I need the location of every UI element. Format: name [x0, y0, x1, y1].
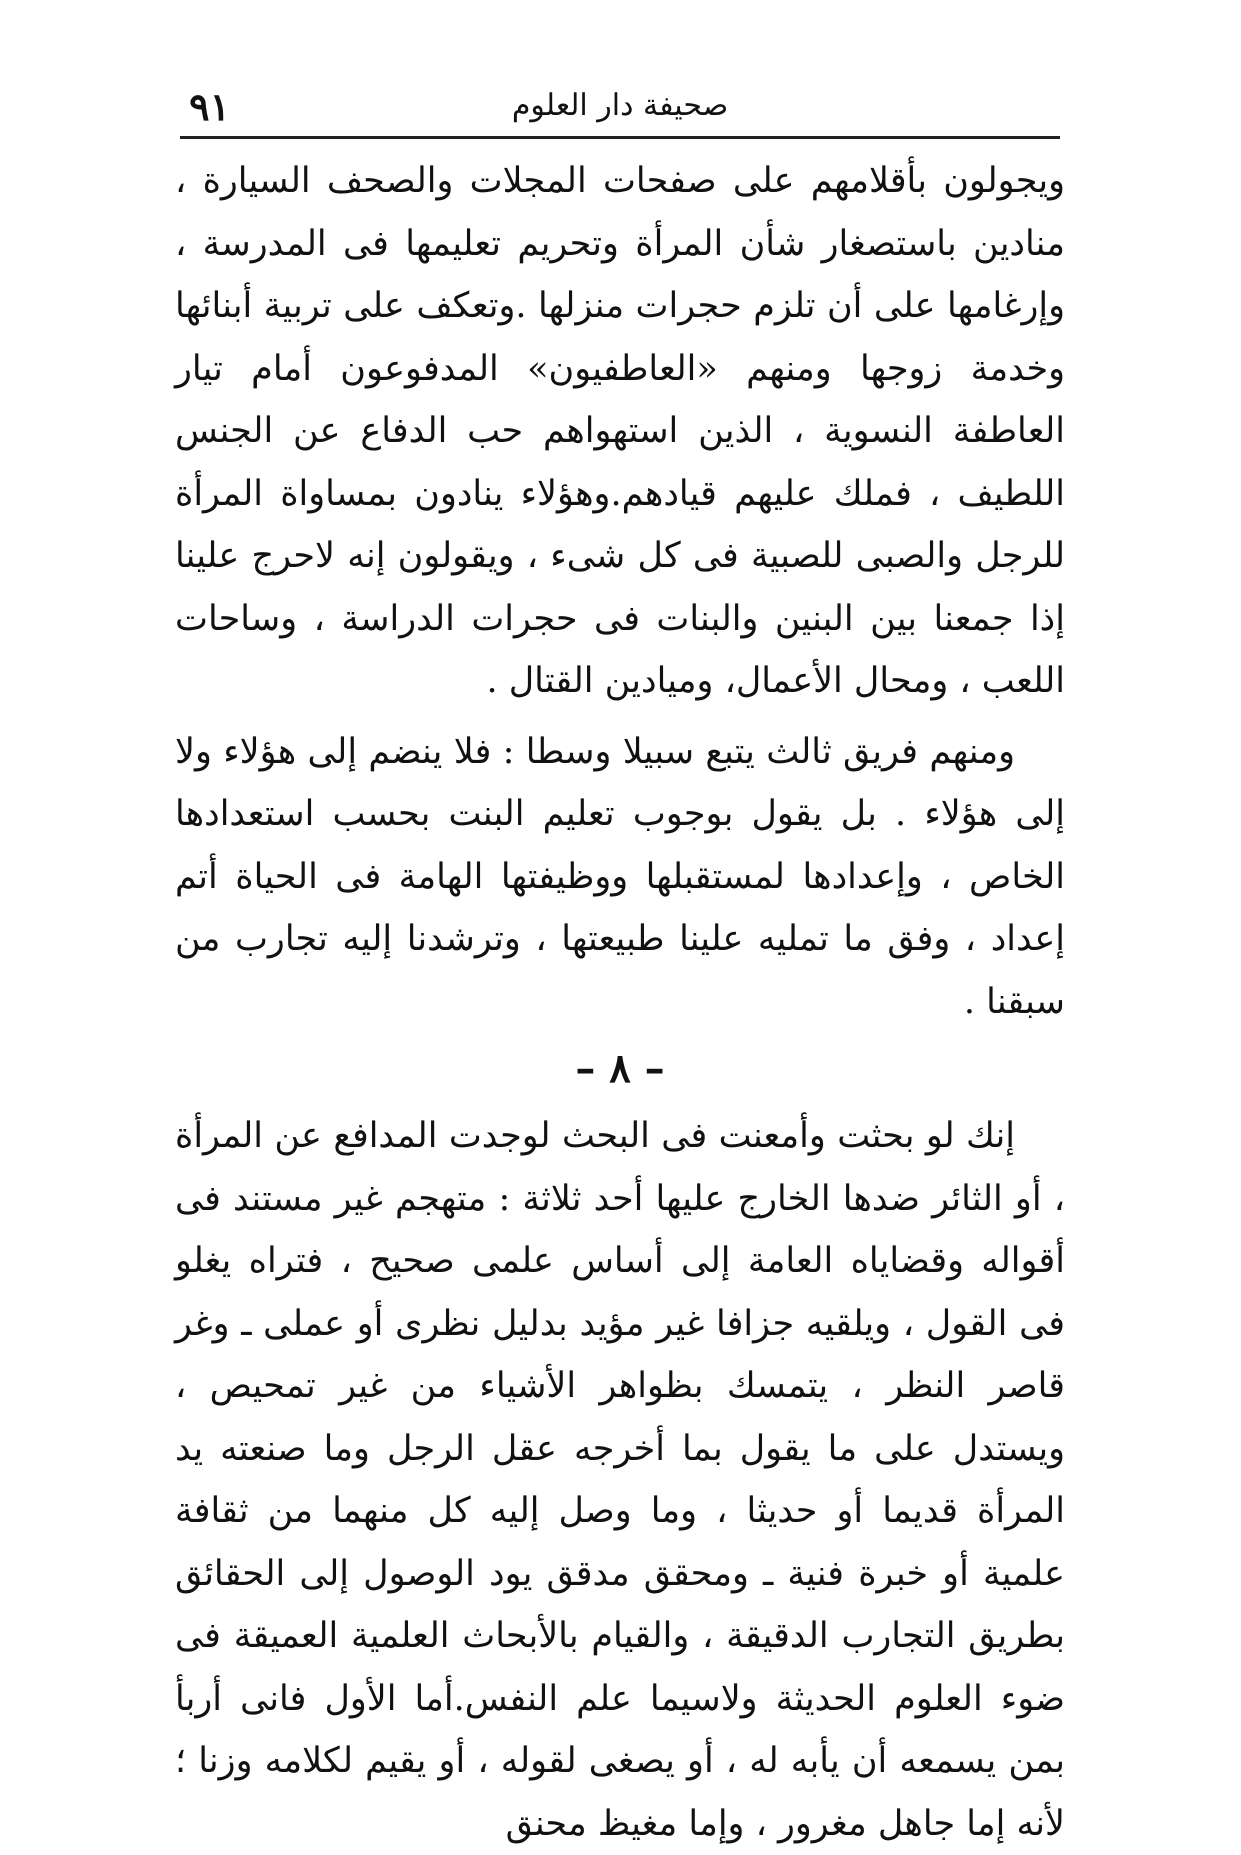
section-number: – ٨ –	[575, 1045, 665, 1092]
paragraph-1: ويجولون بأقلامهم على صفحات المجلات والصحف السيارة ، منادين باستصغار شأن المرأة وتحريم تعليمها فى المدرسة ، وإرغامها على أن تلزم حجرات منزلها .وتعكف على تربية أبنائها وخدمة زوجها ومنهم «العاطفيون» المدفوعون أمام تيار العاطفة النسوية ، الذين استهواهم حب الدفاع عن الجنس اللطيف ، فملك عليهم قيادهم.وهؤلاء ينادون بمساواة المرأة للرجل والصبى للصبية فى كل شىء ، ويقولون إنه لاحرج علينا إذا جمعنا بين البنين والبنات فى حجرات الدراسة ، وساحات اللعب ، ومحال الأعمال، وميادين القتال .	[175, 161, 1065, 701]
article-body	[175, 150, 1065, 1855]
page-number: ٩١	[189, 84, 230, 129]
paragraph-3: إنك لو بحثت وأمعنت فى البحث لوجدت المدافع عن المرأة ، أو الثائر ضدها الخارج عليها أحد ثلاثة : متهجم غير مستند فى أقواله وقضاياه العامة إلى أساس علمى صحيح ، فتراه يغلو فى القول ، ويلقيه جزافا غير مؤيد بدليل نظرى أو عملى ـ وغر قاصر النظر ، يتمسك بظواهر الأشياء من غير تمحيص ، ويستدل على ما يقول بما أخرجه عقل الرجل وما صنعته يد المرأة قديما أو حديثا ، وما وصل إليه كل منهما من ثقافة علمية أو خبرة فنية ـ ومحقق مدقق يود الوصول إلى الحقائق بطريق التجارب الدقيقة ، والقيام بالأبحاث العلمية العميقة فى ضوء العلوم الحديثة ولاسيما علم النفس.أما الأول فانى أربأ بمن يسمعه أن يأبه له ، أو يصغى لقوله ، أو يقيم لكلامه وزنا ؛ لأنه إما جاهل مغرور ، وإما مغيظ محنق	[175, 1116, 1065, 1844]
paragraph-2: ومنهم فريق ثالث يتبع سبيلا وسطا : فلا ينضم إلى هؤلاء ولا إلى هؤلاء . بل يقول بوجوب تعليم البنت بحسب استعدادها الخاص ، وإعدادها لمستقبلها ووظيفتها الهامة فى الحياة أتم إعداد ، وفق ما تمليه علينا طبيعتها ، وترشدنا إليه تجارب من سبقنا .	[175, 731, 1065, 1022]
journal-title: صحيفة دار العلوم	[511, 88, 729, 123]
page-header	[180, 82, 1060, 134]
header-rule	[180, 136, 1060, 139]
